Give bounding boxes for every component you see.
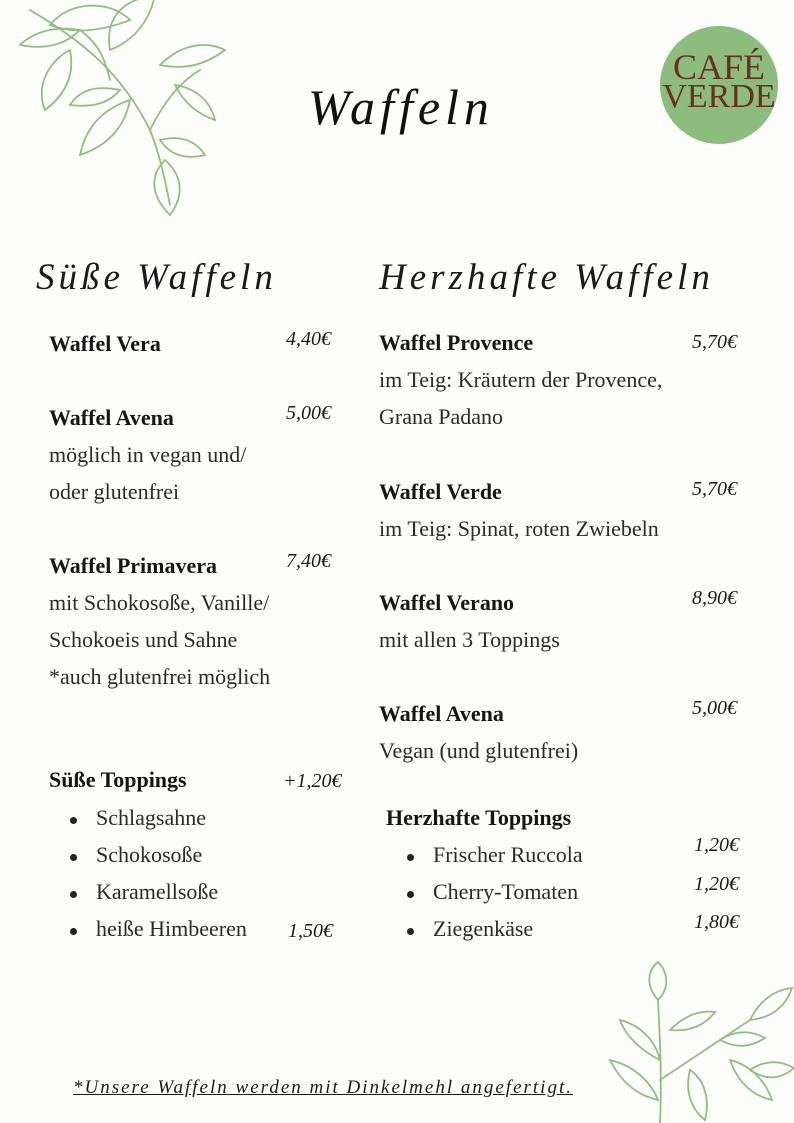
menu-item-name: Waffel Verde <box>379 479 502 504</box>
logo-text-verde: VERDE <box>662 78 776 115</box>
bullet-icon <box>407 854 414 861</box>
menu-item-description: möglich in vegan und/ <box>49 442 247 467</box>
menu-item-description: *auch glutenfrei möglich <box>49 664 271 689</box>
menu-item-name: Waffel Avena <box>49 405 174 430</box>
bullet-icon <box>70 854 77 861</box>
logo-text-cafe: CAFÉ <box>672 47 766 87</box>
footnote: *Unsere Waffeln werden mit Dinkelmehl angefertigt. <box>73 1077 573 1098</box>
menu-item-price: 4,40€ <box>286 328 331 350</box>
menu-item-price: 5,70€ <box>692 478 737 500</box>
menu-item-description: mit allen 3 Toppings <box>379 627 560 652</box>
sweet-toppings-list <box>70 805 247 953</box>
topping-label: Ziegenkäse <box>433 916 534 941</box>
list-item <box>70 805 247 842</box>
topping-price: 1,50€ <box>288 920 333 942</box>
menu-item-price: 5,00€ <box>692 697 737 719</box>
list-item <box>70 879 247 916</box>
list-item <box>70 842 247 879</box>
menu-item-name: Waffel Primavera <box>49 553 217 578</box>
cafe-verde-logo <box>660 26 778 144</box>
bullet-icon <box>70 928 77 935</box>
menu-item-name: Waffel Vera <box>49 331 161 356</box>
menu-item-price: 5,00€ <box>286 402 331 424</box>
sweet-toppings-price: +1,20€ <box>283 770 342 792</box>
savory-waffles-heading: Herzhafte Waffeln <box>379 257 714 298</box>
bullet-icon <box>70 817 77 824</box>
sweet-waffles-heading: Süße Waffeln <box>36 257 277 298</box>
bullet-icon <box>407 928 414 935</box>
savory-toppings-heading: Herzhafte Toppings <box>386 805 572 830</box>
list-item <box>407 916 583 953</box>
bullet-icon <box>407 891 414 898</box>
list-item <box>407 879 583 916</box>
list-item <box>407 842 583 879</box>
menu-item-price: 8,90€ <box>692 587 737 609</box>
sweet-toppings-heading: Süße Toppings <box>49 767 187 792</box>
menu-item-price: 7,40€ <box>286 550 331 572</box>
topping-price: 1,20€ <box>694 834 739 856</box>
bullet-icon <box>70 891 77 898</box>
menu-item-description: Schokoeis und Sahne <box>49 627 238 652</box>
menu-item-description: im Teig: Kräutern der Provence, <box>379 367 663 392</box>
leaf-plant-illustration <box>600 960 794 1123</box>
menu-item-name: Waffel Avena <box>379 701 504 726</box>
topping-label: Karamellsoße <box>96 879 219 904</box>
leaf-branch-illustration <box>10 0 230 220</box>
topping-price: 1,20€ <box>694 873 739 895</box>
topping-price: 1,80€ <box>694 911 739 933</box>
menu-item-description: Grana Padano <box>379 404 504 429</box>
topping-label: heiße Himbeeren <box>96 916 247 941</box>
savory-toppings-list <box>407 842 583 953</box>
topping-label: Schlagsahne <box>96 805 206 830</box>
menu-item-price: 5,70€ <box>692 331 737 353</box>
topping-label: Schokosoße <box>96 842 203 867</box>
topping-label: Frischer Ruccola <box>433 842 583 867</box>
menu-item-description: mit Schokosoße, Vanille/ <box>49 590 270 615</box>
menu-item-description: oder glutenfrei <box>49 479 180 504</box>
page-title: Waffeln <box>308 79 494 135</box>
menu-item-description: Vegan (und glutenfrei) <box>379 738 579 763</box>
list-item <box>70 916 247 953</box>
topping-label: Cherry-Tomaten <box>433 879 579 904</box>
menu-item-description: im Teig: Spinat, roten Zwiebeln <box>379 516 659 541</box>
menu-item-name: Waffel Verano <box>379 590 515 615</box>
menu-item-name: Waffel Provence <box>379 330 534 355</box>
